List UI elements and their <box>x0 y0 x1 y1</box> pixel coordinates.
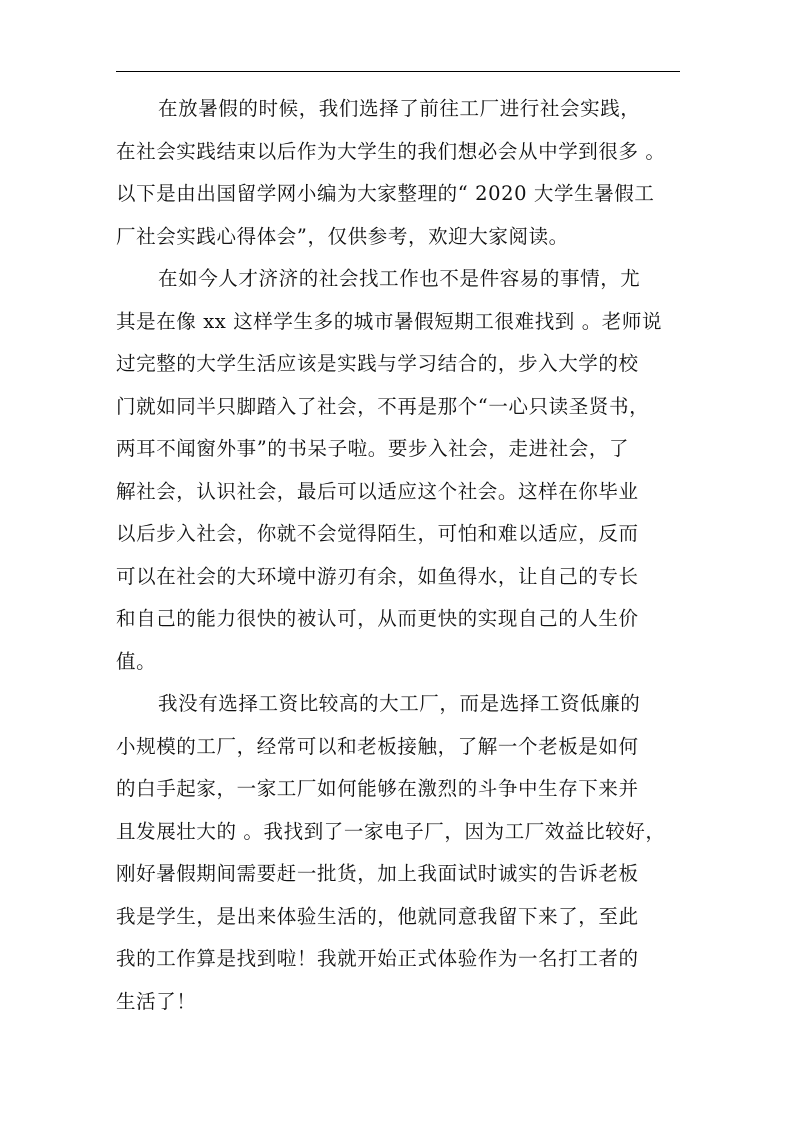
text-line: 在如今人才济济的社会找工作也不是件容易的事情，尤 <box>158 267 641 290</box>
header-rule <box>116 71 680 72</box>
text-line: 我是学生，是出来体验生活的，他就同意我留下来了，至此 <box>116 904 639 928</box>
text-line: 在社会实践结束以后作为大学生的我们想必会从中学到很多 。 <box>116 139 666 163</box>
text-line: 的白手起家，一家工厂如何能够在激烈的斗争中生存下来并 <box>116 777 639 800</box>
text-line: 小规模的工厂，经常可以和老板接触，了解一个老板是如何 <box>116 734 639 758</box>
text-line: 可以在社会的大环境中游刃有余，如鱼得水，让自己的专长 <box>116 564 639 588</box>
text-line: 刚好暑假期间需要赶一批货，加上我面试时诚实的告诉老板 <box>116 862 639 885</box>
text-line: 以下是由出国留学网小编为大家整理的“ 2020 大学生暑假工 <box>116 182 655 205</box>
text-line: 我没有选择工资比较高的大工厂，而是选择工资低廉的 <box>158 692 641 715</box>
text-line: 生活了！ <box>116 989 197 1013</box>
text-line: 以后步入社会，你就不会觉得陌生，可怕和难以适应，反而 <box>116 522 639 545</box>
paragraph-1 <box>116 88 688 258</box>
text-line: 厂社会实践心得体会”，仅供参考，欢迎大家阅读。 <box>116 224 569 248</box>
paragraph-3 <box>116 683 688 1023</box>
text-line: 且发展壮大的 。我找到了一家电子厂，因为工厂效益比较好， <box>116 819 666 843</box>
text-line: 两耳不闻窗外事”的书呆子啦。要步入社会，走进社会，了 <box>116 437 630 460</box>
text-line: 我的工作算是找到啦！我就开始正式体验作为一名打工者的 <box>116 947 639 970</box>
text-line: 值。 <box>116 649 157 673</box>
text-line: 门就如同半只脚踏入了社会，不再是那个“一心只读圣贤书， <box>116 394 650 418</box>
text-line: 其是在像 xx 这样学生多的城市暑假短期工很难找到 。老师说 <box>116 309 663 333</box>
text-line: 过完整的大学生活应该是实践与学习结合的，步入大学的校 <box>116 352 639 375</box>
text-line: 解社会，认识社会，最后可以适应这个社会。这样在你毕业 <box>116 479 639 503</box>
text-line: 和自己的能力很快的被认可，从而更快的实现自己的人生价 <box>116 607 639 630</box>
body-text <box>116 88 688 1023</box>
paragraph-2 <box>116 258 688 683</box>
text-line: 在放暑假的时候，我们选择了前往工厂进行社会实践， <box>158 97 641 120</box>
